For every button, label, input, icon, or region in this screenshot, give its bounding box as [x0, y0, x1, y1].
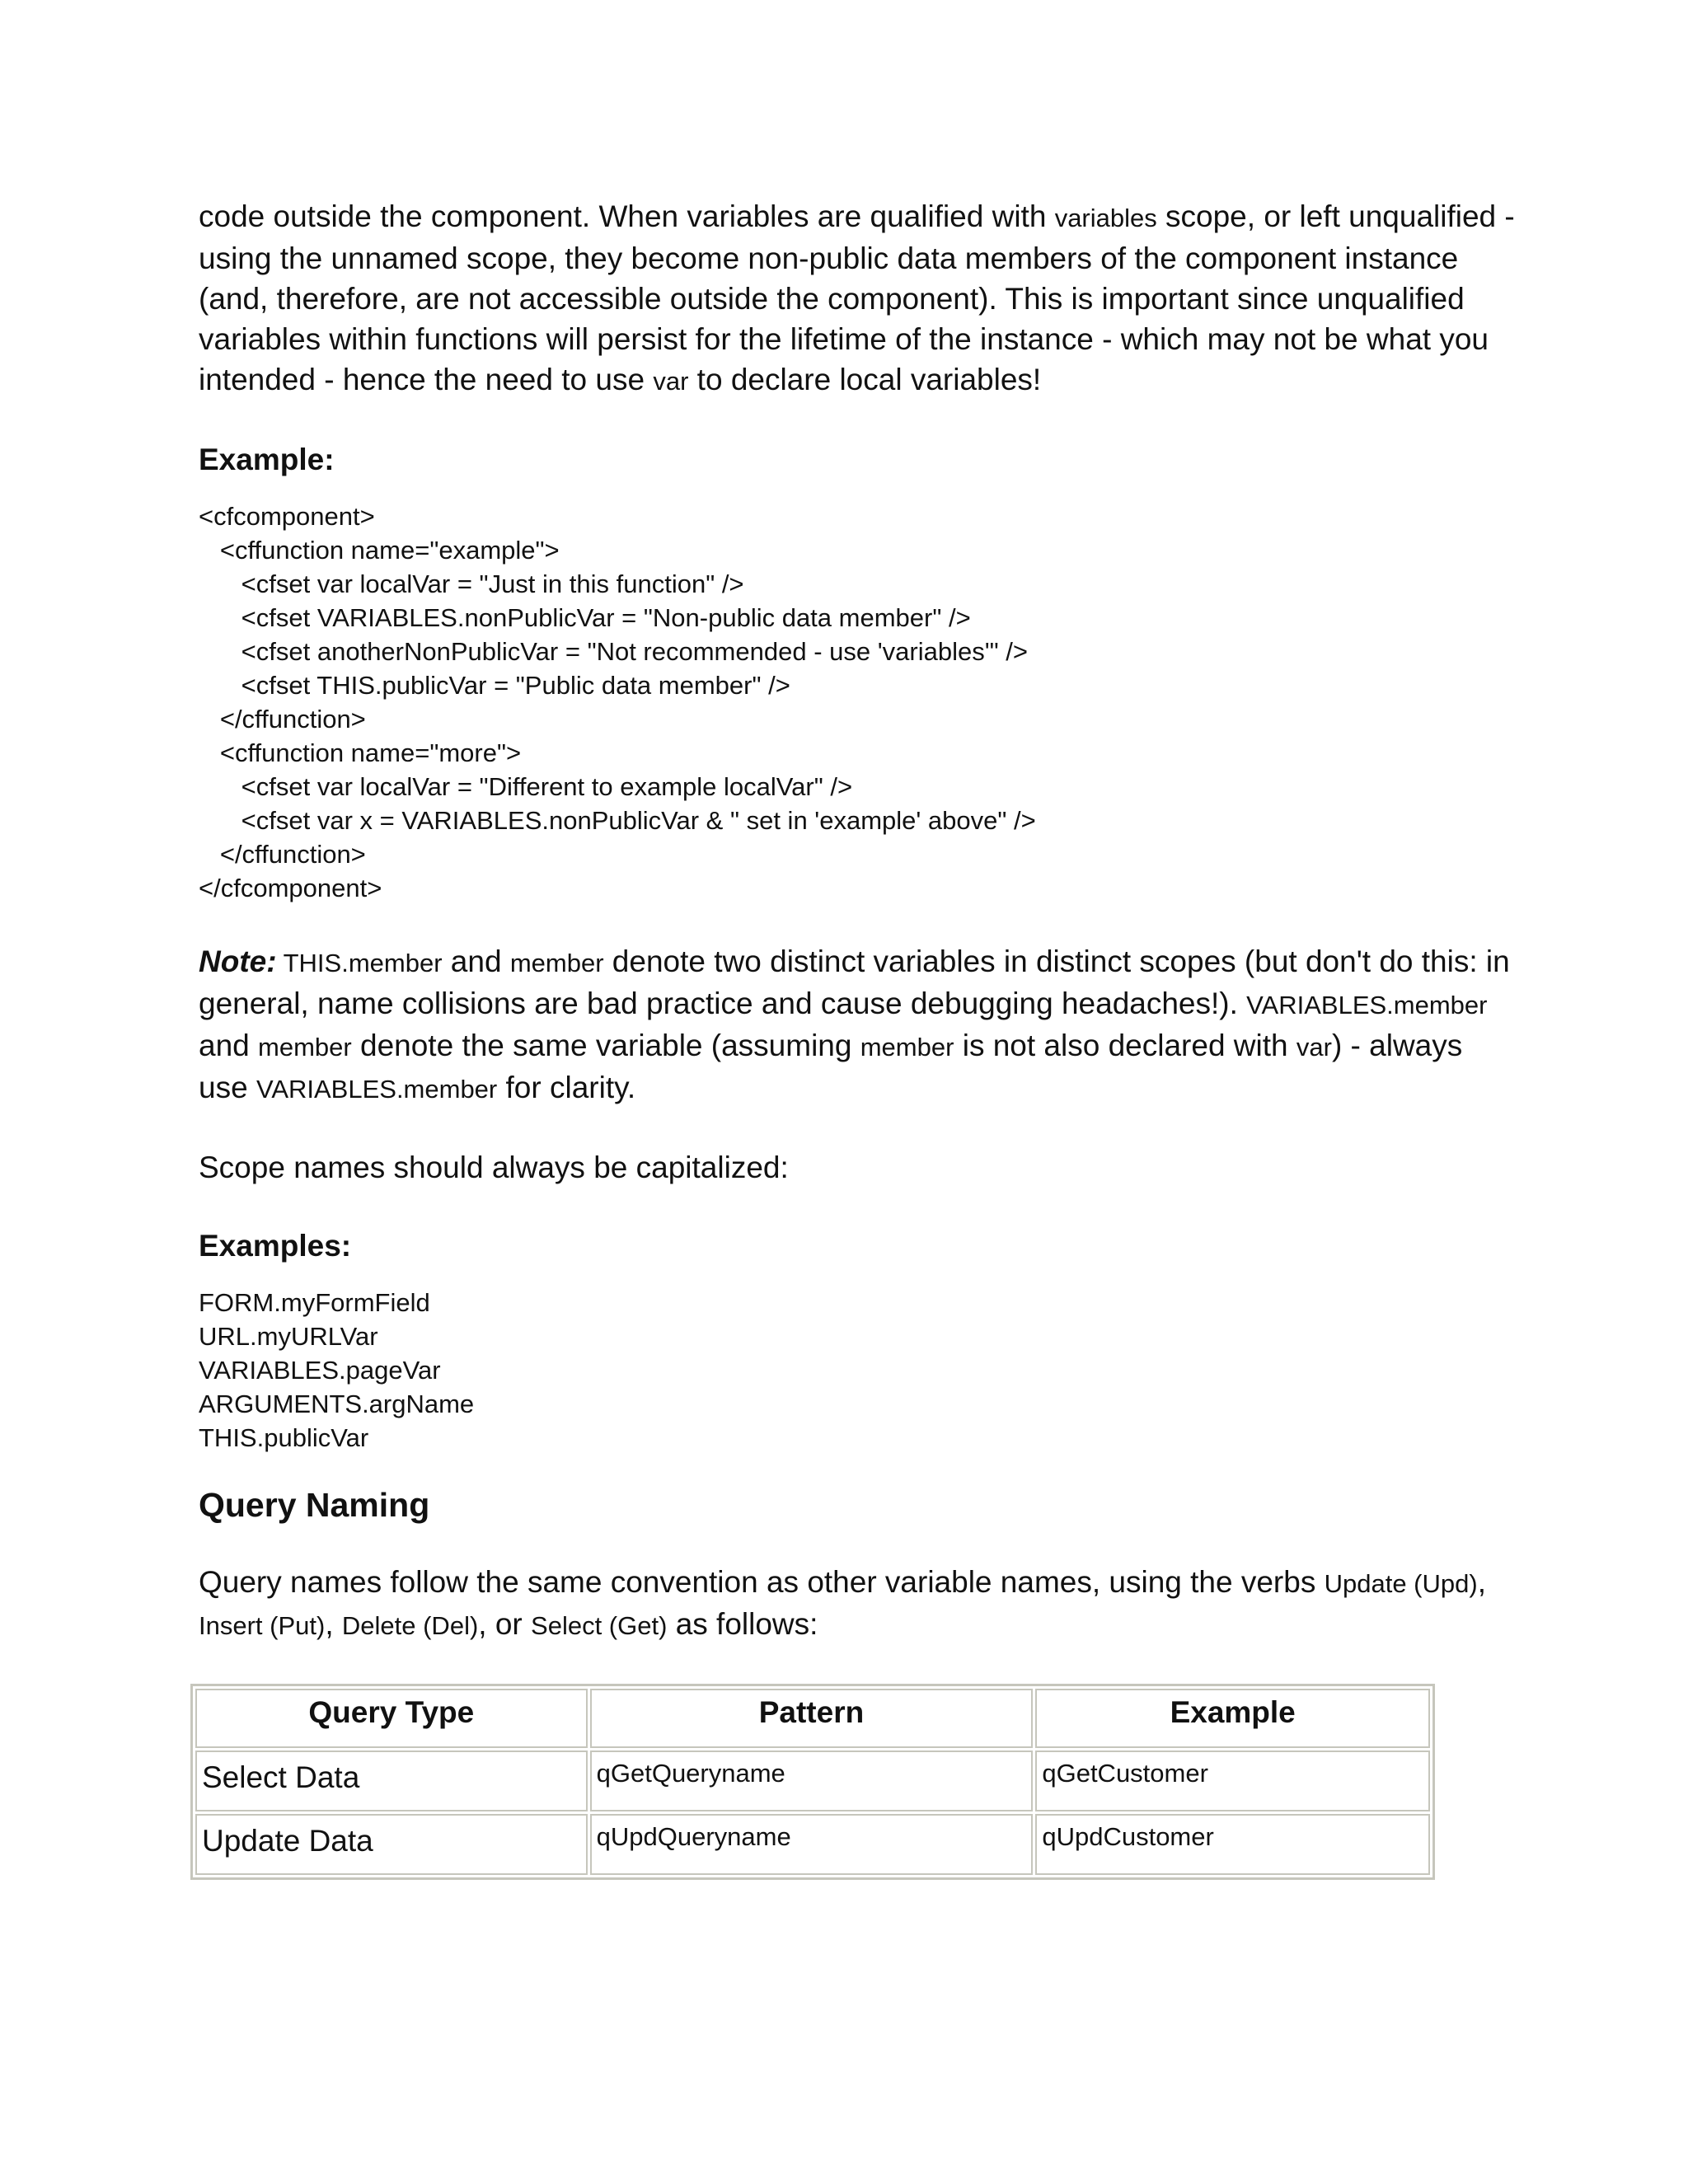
code-line: </cffunction> [199, 705, 366, 733]
scope-example: ARGUMENTS.argName [199, 1390, 475, 1418]
table-cell: qUpdQueryname [590, 1814, 1034, 1875]
table-row [195, 1750, 1430, 1811]
code-line: <cfcomponent> [199, 502, 375, 531]
table-cell: qGetQueryname [590, 1750, 1034, 1811]
table-header-cell: Query Type [195, 1689, 588, 1748]
intro-paragraph: code outside the component. When variables are qualified with variables scope, or left unqualified - using the unnamed scope, they become non-public data members of the component instance (and, therefore, are not accessible outside the component). This is important since unqualified variables within functions will persist for the lifetime of the instance - which may not be what you intended - hence the need to use var to declare local variables! [199, 199, 1515, 396]
code-variables: variables [1054, 204, 1157, 232]
table-cell: Update Data [195, 1814, 588, 1875]
code-line: <cfset THIS.publicVar = "Public data member" /> [199, 671, 790, 700]
table-row [195, 1814, 1430, 1875]
table-cell: qUpdCustomer [1035, 1814, 1430, 1875]
code-example-block [199, 499, 1517, 905]
note-label: Note: [199, 944, 277, 978]
scope-text: Scope names should always be capitalized: [199, 1151, 789, 1184]
code-line: <cffunction name="more"> [199, 738, 522, 767]
code-line: <cfset anotherNonPublicVar = "Not recommended - use 'variables'" /> [199, 637, 1028, 666]
code-line: <cfset var x = VARIABLES.nonPublicVar & " set in 'example' above" /> [199, 806, 1036, 835]
table-cell: qGetCustomer [1035, 1750, 1430, 1811]
scope-examples-block [199, 1286, 1517, 1455]
code-line: </cffunction> [199, 840, 366, 869]
code-line: <cffunction name="example"> [199, 536, 560, 565]
code-line: <cfset var localVar = "Different to example localVar" /> [199, 772, 853, 801]
code-line: </cfcomponent> [199, 874, 382, 902]
code-line: <cfset VARIABLES.nonPublicVar = "Non-public data member" /> [199, 603, 971, 632]
table-header-cell: Pattern [590, 1689, 1034, 1748]
table-cell: Select Data [195, 1750, 588, 1811]
note-paragraph: Note: THIS.member and member denote two distinct variables in distinct scopes (but don't do this: in general, name collisions are bad practice and cause debugging headaches!). VARIABLES.member and member denote the same variable (assuming member is not also declared with var) - always use VARIABLES.member for clarity. [199, 944, 1510, 1104]
query-naming-table [190, 1684, 1435, 1880]
scope-example: VARIABLES.pageVar [199, 1356, 441, 1385]
examples-label: Examples: [199, 1229, 352, 1263]
code-var: var [653, 367, 689, 396]
scope-example: URL.myURLVar [199, 1322, 378, 1351]
scope-example: THIS.publicVar [199, 1423, 369, 1452]
example-label: Example: [199, 443, 335, 476]
table-header-row [195, 1689, 1430, 1748]
table-header-cell: Example [1035, 1689, 1430, 1748]
document-page [199, 196, 1517, 1880]
query-naming-heading: Query Naming [199, 1486, 430, 1524]
scope-example: FORM.myFormField [199, 1288, 430, 1317]
query-paragraph: Query names follow the same convention as other variable names, using the verbs Update (Upd), Insert (Put), Delete (Del), or Select (Get) as follows: [199, 1565, 1486, 1641]
code-line: <cfset var localVar = "Just in this function" /> [199, 569, 744, 598]
